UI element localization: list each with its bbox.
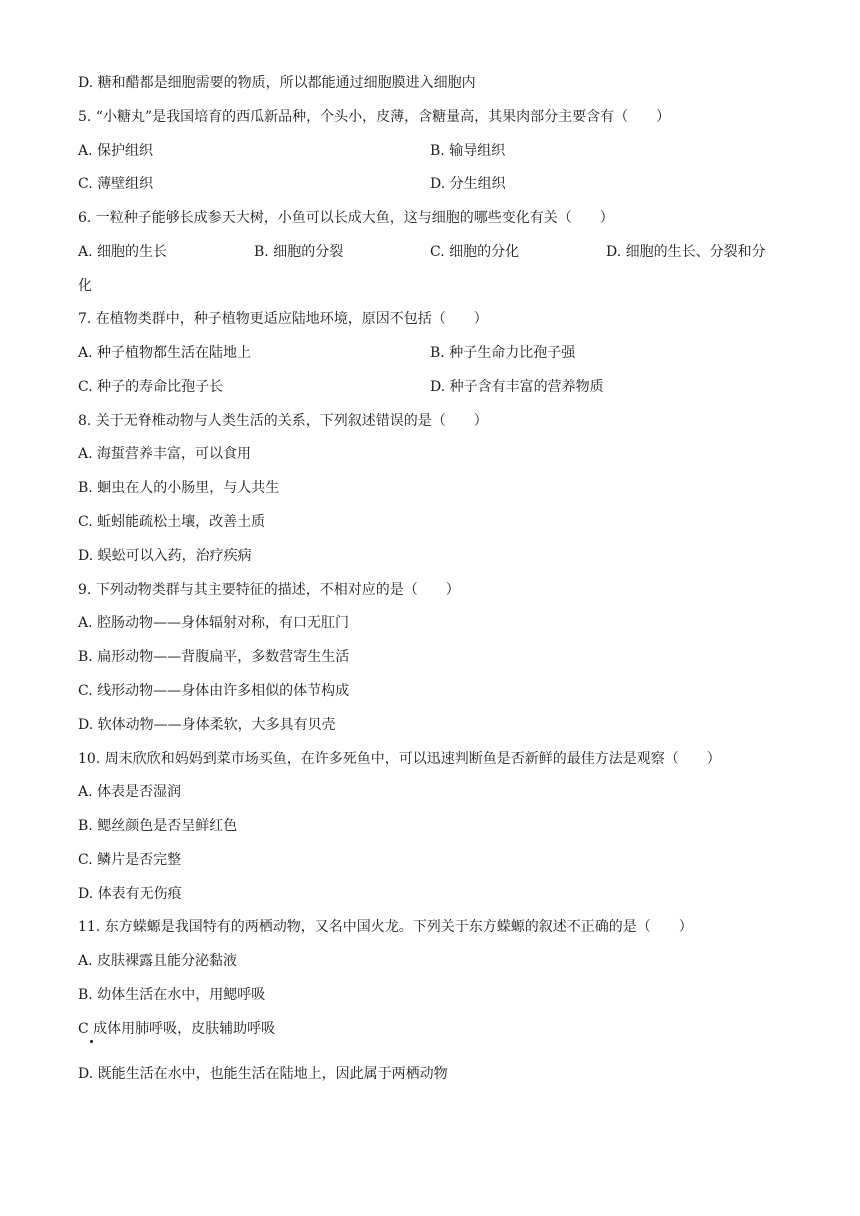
q9-option-b: B. 扁形动物——背腹扁平，多数营寄生生活	[78, 649, 350, 665]
q9-option-d: D. 软体动物——身体柔软，大多具有贝壳	[78, 717, 336, 733]
q8-option-b: B. 蛔虫在人的小肠里，与人共生	[78, 480, 280, 496]
q6-option-d-continued: 化	[78, 278, 92, 294]
q7-option-d: D. 种子含有丰富的营养物质	[430, 379, 604, 395]
q6-option-d: D. 细胞的生长、分裂和分	[606, 244, 766, 260]
q9-option-c: C. 线形动物——身体由许多相似的体节构成	[78, 683, 350, 699]
q8-stem: 8. 关于无脊椎动物与人类生活的关系，下列叙述错误的是（ ）	[78, 413, 488, 429]
q6-option-c: C. 细胞的分化	[430, 244, 520, 260]
q10-option-c: C. 鳞片是否完整	[78, 852, 182, 868]
q5-option-d: D. 分生组织	[430, 176, 506, 192]
q8-option-c: C. 蚯蚓能疏松土壤，改善土质	[78, 514, 266, 530]
q9-option-a: A. 腔肠动物——身体辐射对称，有口无肛门	[78, 615, 350, 631]
q7-option-a: A. 种子植物都生活在陆地上	[78, 345, 252, 361]
q10-stem: 10. 周末欣欣和妈妈到菜市场买鱼，在许多死鱼中，可以迅速判断鱼是否新鲜的最佳方法是观察（ ）	[78, 751, 721, 767]
q5-option-b: B. 输导组织	[430, 143, 506, 159]
q7-option-c: C. 种子的寿命比孢子长	[78, 379, 224, 395]
q5-option-a: A. 保护组织	[78, 143, 154, 159]
q11-option-c: C 成体用肺呼吸，皮肤辅助呼吸	[78, 1021, 276, 1037]
q10-option-d: D. 体表有无伤痕	[78, 886, 182, 902]
q10-option-a: A. 体表是否湿润	[78, 784, 182, 800]
q11-option-c-dot	[90, 1040, 93, 1043]
q7-stem: 7. 在植物类群中，种子植物更适应陆地环境，原因不包括（ ）	[78, 311, 488, 327]
q11-option-d: D. 既能生活在水中，也能生活在陆地上，因此属于两栖动物	[78, 1066, 448, 1082]
q6-stem: 6. 一粒种子能够长成参天大树，小鱼可以长成大鱼，这与细胞的哪些变化有关（ ）	[78, 210, 614, 226]
q7-option-b: B. 种子生命力比孢子强	[430, 345, 576, 361]
q5-stem: 5. “小糖丸”是我国培育的西瓜新品种，个头小，皮薄，含糖量高，其果肉部分主要含有（ ）	[78, 109, 671, 125]
q8-option-a: A. 海蜇营养丰富，可以食用	[78, 446, 252, 462]
q6-option-b: B. 细胞的分裂	[254, 244, 344, 260]
q10-option-b: B. 鳃丝颜色是否呈鲜红色	[78, 818, 238, 834]
q11-option-b: B. 幼体生活在水中，用鳃呼吸	[78, 987, 266, 1003]
q8-option-d: D. 蜈蚣可以入药，治疗疾病	[78, 548, 252, 564]
q11-option-a: A. 皮肤裸露且能分泌黏液	[78, 953, 238, 969]
q9-stem: 9. 下列动物类群与其主要特征的描述，不相对应的是（ ）	[78, 582, 460, 598]
q4-option-d: D. 糖和醋都是细胞需要的物质，所以都能通过细胞膜进入细胞内	[78, 75, 476, 91]
q11-stem: 11. 东方蝾螈是我国特有的两栖动物，又名中国火龙。下列关于东方蝾螈的叙述不正确的是（ ）	[78, 919, 693, 935]
q6-option-a: A. 细胞的生长	[78, 244, 168, 260]
q5-option-c: C. 薄壁组织	[78, 176, 154, 192]
